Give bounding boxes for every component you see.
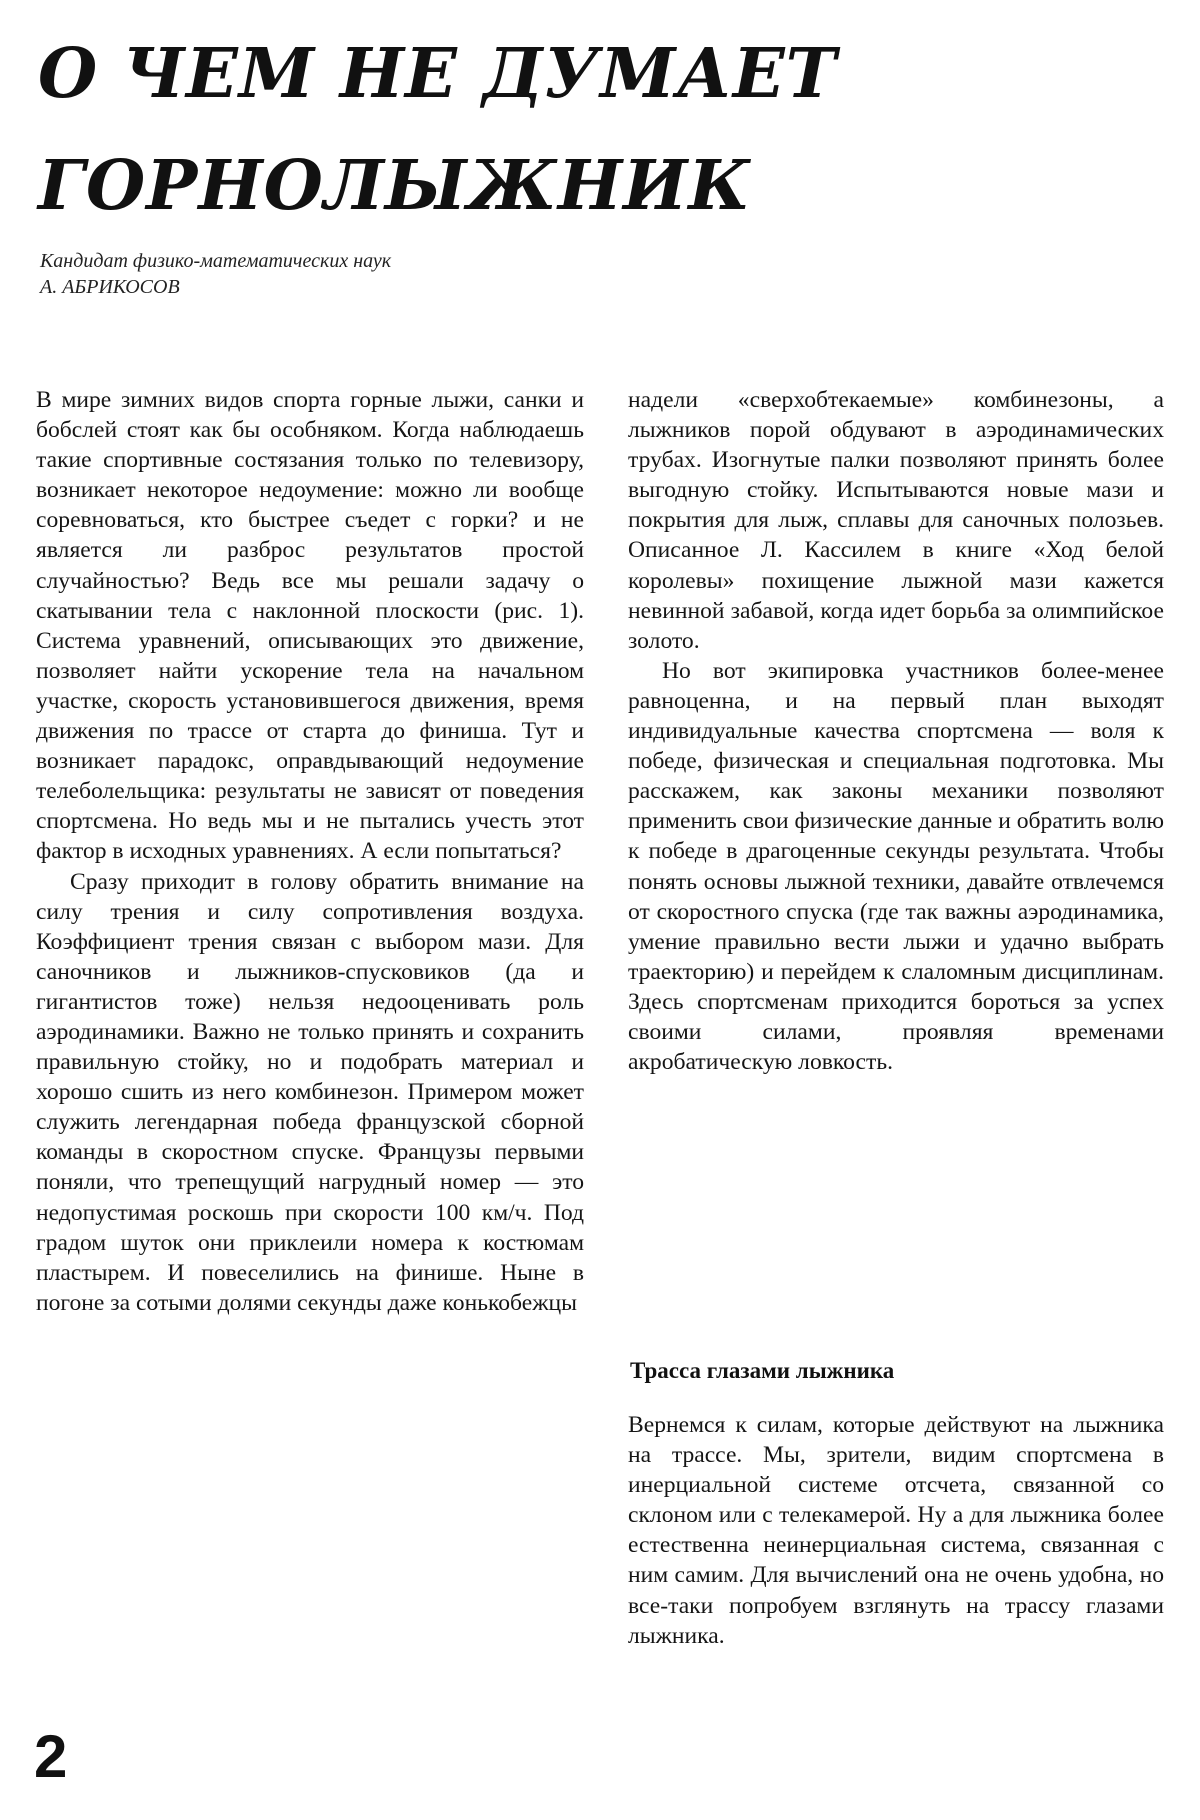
- title-line-1: О ЧЕМ НЕ ДУМАЕТ: [38, 34, 838, 114]
- left-paragraph-2: Сразу приходит в голову обратить внимание на силу трения и силу сопротивления воздуха. Коэффициент трения связан с выбором мази. Для саночников и лыжников-спусковиков (да и гигантистов тоже) нельзя недооценивать роль аэродинамики. Важно не только принять и сохранить правильную стойку, но и подобрать материал и хорошо сшить из него комбинезон. Примером может служить легендарная победа французской сборной команды в скоростном спуске. Французы первыми поняли, что трепещущий нагрудный номер — это недопустимая роскошь при скорости 100 км/ч. Под градом шуток они приклеили номера к костюмам пластырем. И повеселились на финише. Ныне в погоне за сотыми долями секунды даже конькобежцы: [36, 868, 584, 1316]
- right-column-section: [628, 1410, 1164, 1651]
- page-number: 2: [34, 1723, 68, 1790]
- right-column: [628, 385, 1164, 1077]
- author-name: А. АБРИКОСОВ: [40, 276, 180, 298]
- right-paragraph-2: Но вот экипировка участников более-менее равноценна, и на первый план выходят индивидуальные качества спортсмена — воля к победе, физическая и специальная подготовка. Мы расскажем, как законы механики позволяют применить свои физические данные и обратить волю к победе в драгоценные секунды результата. Чтобы понять основы лыжной техники, давайте отвлечемся от скоростного спуска (где так важны аэродинамика, умение правильно вести лыжи и удачно выбрать траекторию) и перейдем к слаломным дисциплинам. Здесь спортсменам приходится бороться за успех своими силами, проявляя временами акробатическую ловкость.: [628, 657, 1164, 1076]
- author-byline: [40, 248, 391, 300]
- right-paragraph-1: надели «сверхобтекаемые» комбинезоны, а лыжников порой обдувают в аэродинамических трубах. Изогнутые палки позволяют принять более выгодную стойку. Испытываются новые мази и покрытия для лыж, сплавы для саночных полозьев. Описанное Л. Кассилем в книге «Ход белой королевы» похищение лыжной мази кажется невинной забавой, когда идет борьба за олимпийское золото.: [628, 387, 1164, 654]
- author-credential: Кандидат физико-математических наук: [40, 250, 392, 272]
- right-paragraph-3: Вернемся к силам, которые действуют на лыжника на трассе. Мы, зрители, видим спортсмена в инерциальной системе отсчета, связанной со склоном или с телекамерой. Ну а для лыжника более естественна неинерциальная система, связанная с ним самим. Для вычислений она не очень удобна, но все-таки попробуем взглянуть на трассу глазами лыжника.: [628, 1412, 1164, 1649]
- title-line-2: ГОРНОЛЫЖНИК: [38, 146, 752, 226]
- section-heading: Трасса глазами лыжника: [630, 1358, 895, 1383]
- left-paragraph-1: В мире зимних видов спорта горные лыжи, санки и бобслей стоят как бы особняком. Когда наблюдаешь такие спортивные состязания только по телевизору, возникает некоторое недоумение: можно ли вообще соревноваться, кто быстрее съедет с горки? и не является ли разброс результатов простой случайностью? Ведь все мы решали задачу о скатывании тела с наклонной плоскости (рис. 1). Система уравнений, описывающих это движение, позволяет найти ускорение тела на начальном участке, скорость установившегося движения, время движения по трассе от старта до финиша. Тут и возникает парадокс, оправдывающий недоумение телеболельщика: результаты не зависят от поведения спортсмена. Но ведь мы и не пытались учесть этот фактор в исходных уравнениях. А если попытаться?: [36, 387, 584, 865]
- left-column: [36, 385, 584, 1318]
- article-title: [38, 18, 1038, 242]
